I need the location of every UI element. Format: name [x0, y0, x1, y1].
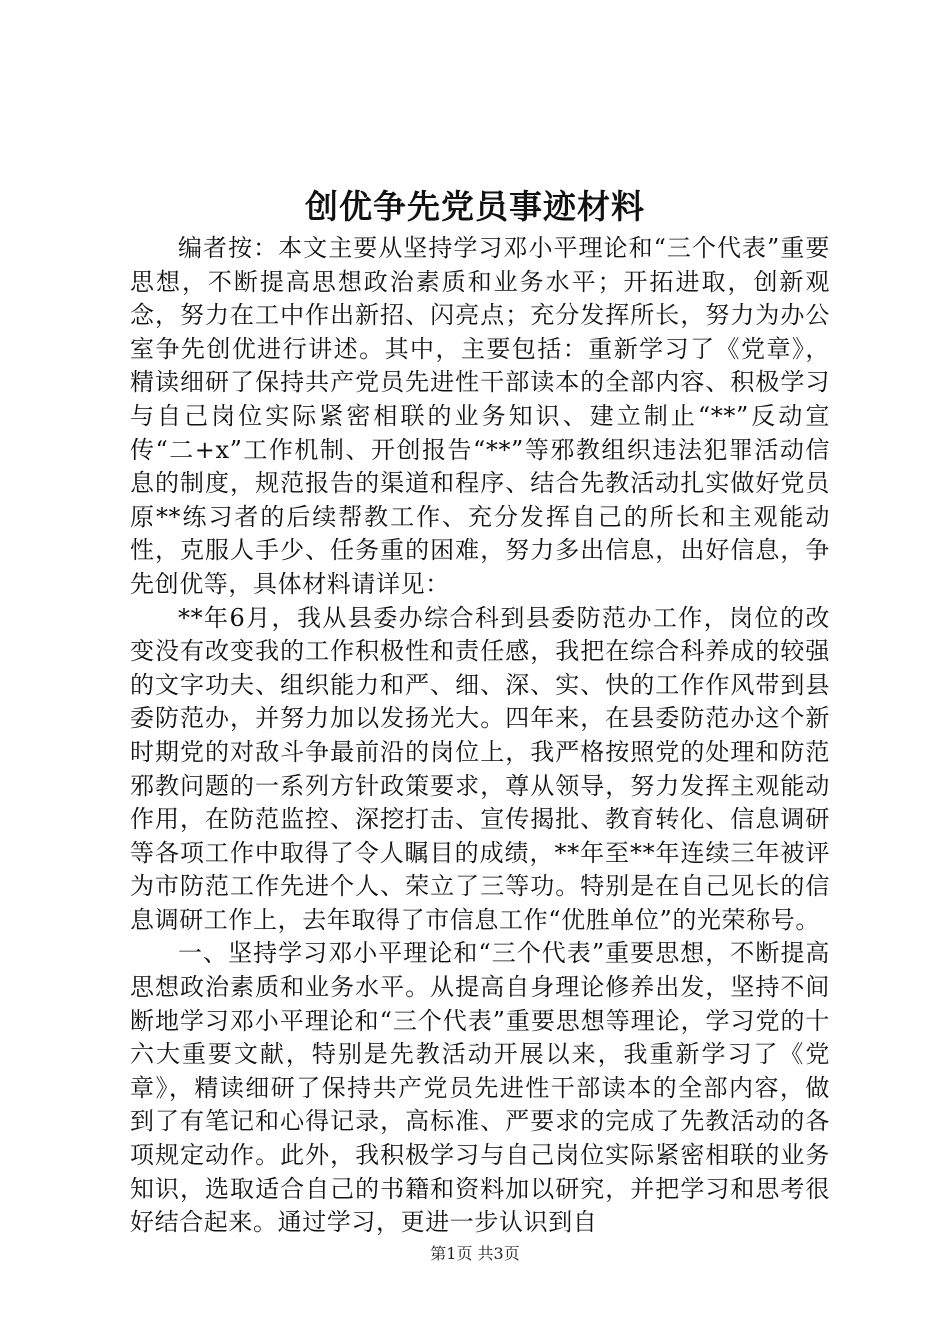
- document-body: [130, 232, 830, 1240]
- document-title: 创优争先党员事迹材料: [305, 187, 645, 226]
- page-number-footer: 第1页 共3页: [430, 1244, 520, 1263]
- paragraph-background: **年6月，我从县委办综合科到县委防范办工作，岗位的改变没有改变我的工作积极性和责任感，我把在综合科养成的较强的文字功夫、组织能力和严、细、深、实、快的工作作风带到县委防范办，并努力加以发扬光大。四年来，在县委防范办这个新时期党的对敌斗争最前沿的岗位上，我严格按照党的处理和防范邪教问题的一系列方针政策要求，尊从领导，努力发挥主观能动作用，在防范监控、深挖打击、宣传揭批、教育转化、信息调研等各项工作中取得了令人瞩目的成绩，**年至**年连续三年被评为市防范工作先进个人、荣立了三等功。特别是在自己见长的信息调研工作上，去年取得了市信息工作“优胜单位”的光荣称号。: [130, 603, 830, 934]
- paragraph-section-one: 一、坚持学习邓小平理论和“三个代表”重要思想，不断提高思想政治素质和业务水平。从提高自身理论修养出发，坚持不间断地学习邓小平理论和“三个代表”重要思想等理论，学习党的十六大重要文献，特别是先教活动开展以来，我重新学习了《党章》，精读细研了保持共产党员先进性干部读本的全部内容，做到了有笔记和心得记录，高标准、严要求的完成了先教活动的各项规定动作。此外，我积极学习与自己岗位实际紧密相联的业务知识，选取适合自己的书籍和资料加以研究，并把学习和思考很好结合起来。通过学习，更进一步认识到自: [130, 939, 830, 1237]
- paragraph-editor-note: 编者按：本文主要从坚持学习邓小平理论和“三个代表”重要思想，不断提高思想政治素质和业务水平；开拓进取，创新观念，努力在工中作出新招、闪亮点；充分发挥所长，努力为办公室争先创优进行讲述。其中，主要包括：重新学习了《党章》，精读细研了保持共产党员先进性干部读本的全部内容、积极学习与自己岗位实际紧密相联的业务知识、建立制止“**”反动宣传“二+x”工作机制、开创报告“**”等邪教组织违法犯罪活动信息的制度，规范报告的渠道和程序、结合先教活动扎实做好党员原**练习者的后续帮教工作、充分发挥自己的所长和主观能动性，克服人手少、任务重的困难，努力多出信息，出好信息，争先创优等，具体材料请详见：: [130, 234, 830, 598]
